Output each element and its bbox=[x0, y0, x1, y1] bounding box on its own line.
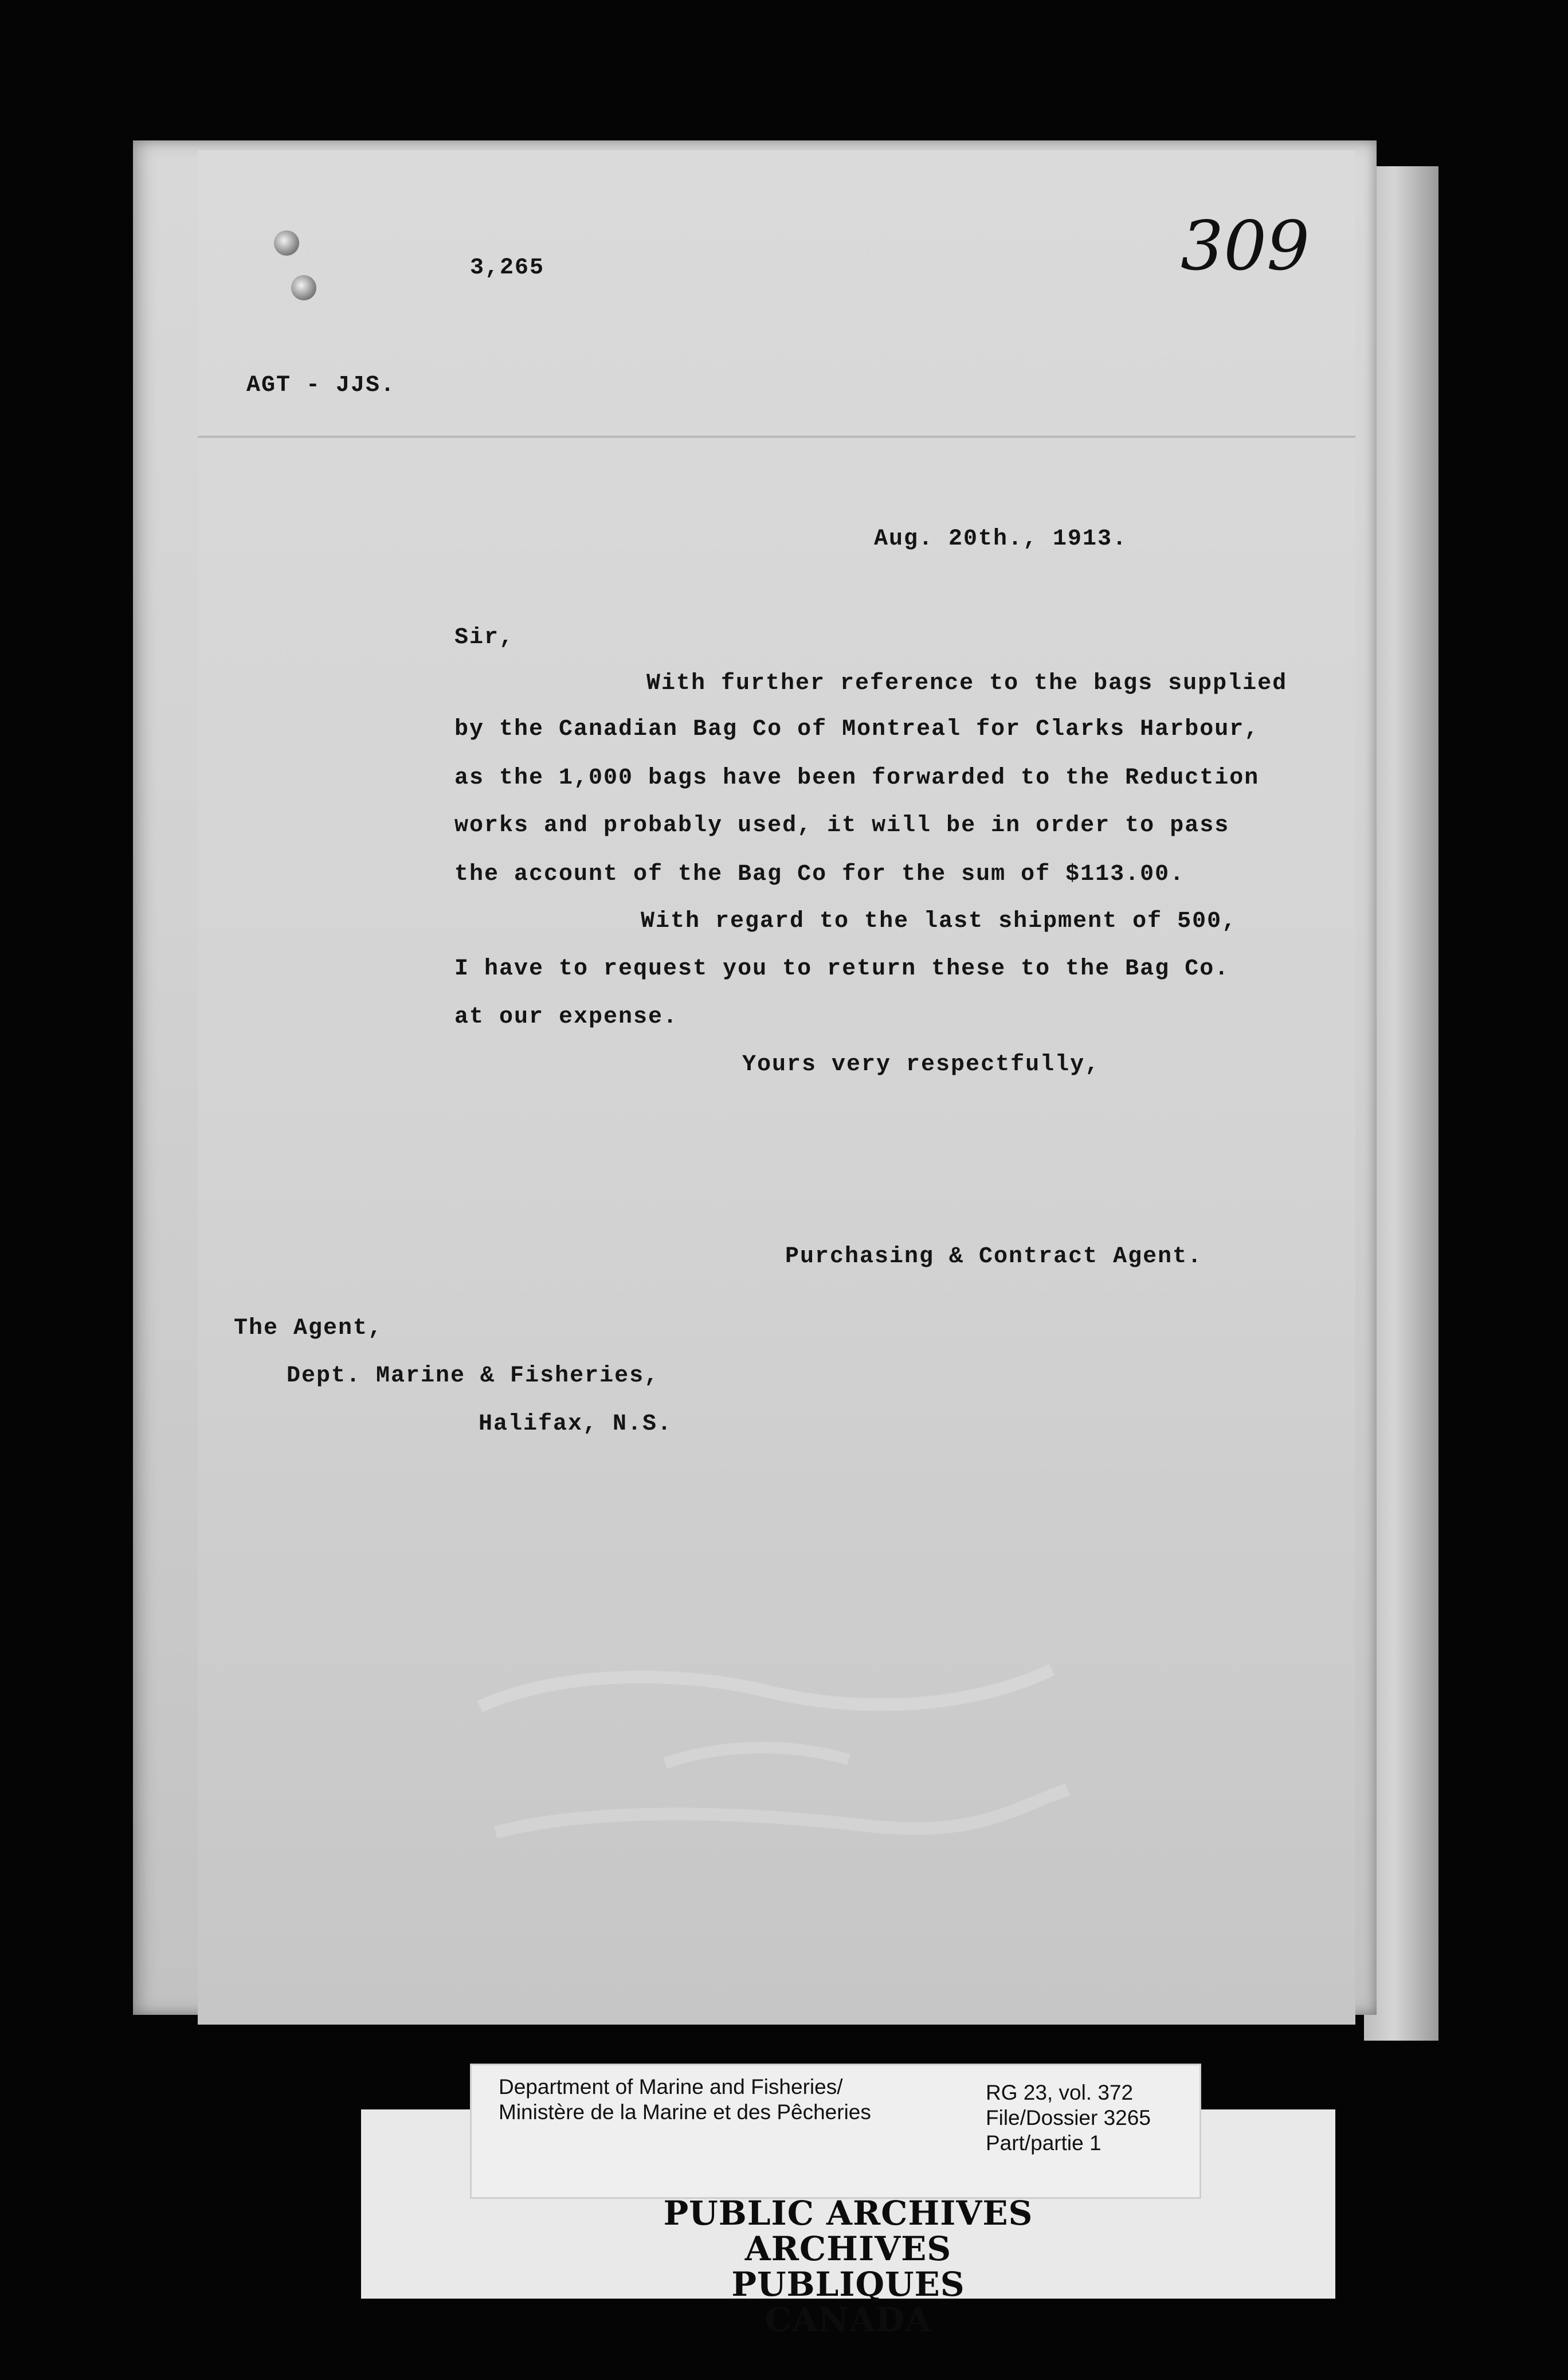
body-line: at our expense. bbox=[454, 1004, 679, 1030]
recipient-line: Dept. Marine & Fisheries, bbox=[287, 1363, 660, 1389]
recipient-line: Halifax, N.S. bbox=[479, 1411, 673, 1437]
signature-title: Purchasing & Contract Agent. bbox=[785, 1244, 1203, 1270]
stamp-line: CANADA bbox=[765, 2300, 932, 2339]
body-line: With further reference to the bags supplied bbox=[646, 671, 1288, 696]
body-line: With regard to the last shipment of 500, bbox=[641, 909, 1237, 934]
reference-initials: AGT - JJS. bbox=[246, 373, 396, 398]
paper-fold-line bbox=[198, 436, 1355, 438]
department-french: Ministère de la Marine et des Pêcheries bbox=[499, 2100, 871, 2124]
part-partie: Part/partie 1 bbox=[986, 2131, 1101, 2155]
embossed-seal-watermark bbox=[443, 1617, 1093, 1880]
recipient-line: The Agent, bbox=[234, 1316, 383, 1341]
record-group: RG 23, vol. 372 bbox=[986, 2081, 1134, 2104]
body-line: the account of the Bag Co for the sum of $113.00. bbox=[454, 862, 1185, 887]
handwritten-folio-number: 309 bbox=[1181, 206, 1310, 285]
punch-hole-bottom bbox=[291, 275, 316, 300]
salutation: Sir, bbox=[454, 625, 515, 651]
stamp-line: ARCHIVES PUBLIQUES bbox=[731, 2229, 965, 2304]
file-number: 3,265 bbox=[470, 255, 545, 281]
department-english: Department of Marine and Fisheries/ bbox=[499, 2075, 843, 2099]
body-line: works and probably used, it will be in order to pass bbox=[454, 813, 1230, 839]
file-dossier: File/Dossier 3265 bbox=[986, 2106, 1151, 2130]
letter-date: Aug. 20th., 1913. bbox=[874, 526, 1128, 552]
closing: Yours very respectfully, bbox=[742, 1052, 1100, 1078]
body-line: as the 1,000 bags have been forwarded to the Reduction bbox=[454, 765, 1260, 791]
stamp-line: PUBLIC ARCHIVES bbox=[663, 2194, 1033, 2233]
body-line: by the Canadian Bag Co of Montreal for Clarks Harbour, bbox=[454, 717, 1260, 742]
public-archives-stamp bbox=[625, 2195, 1072, 2338]
body-line: I have to request you to return these to the Bag Co. bbox=[454, 956, 1230, 982]
punch-hole-top bbox=[274, 230, 299, 256]
